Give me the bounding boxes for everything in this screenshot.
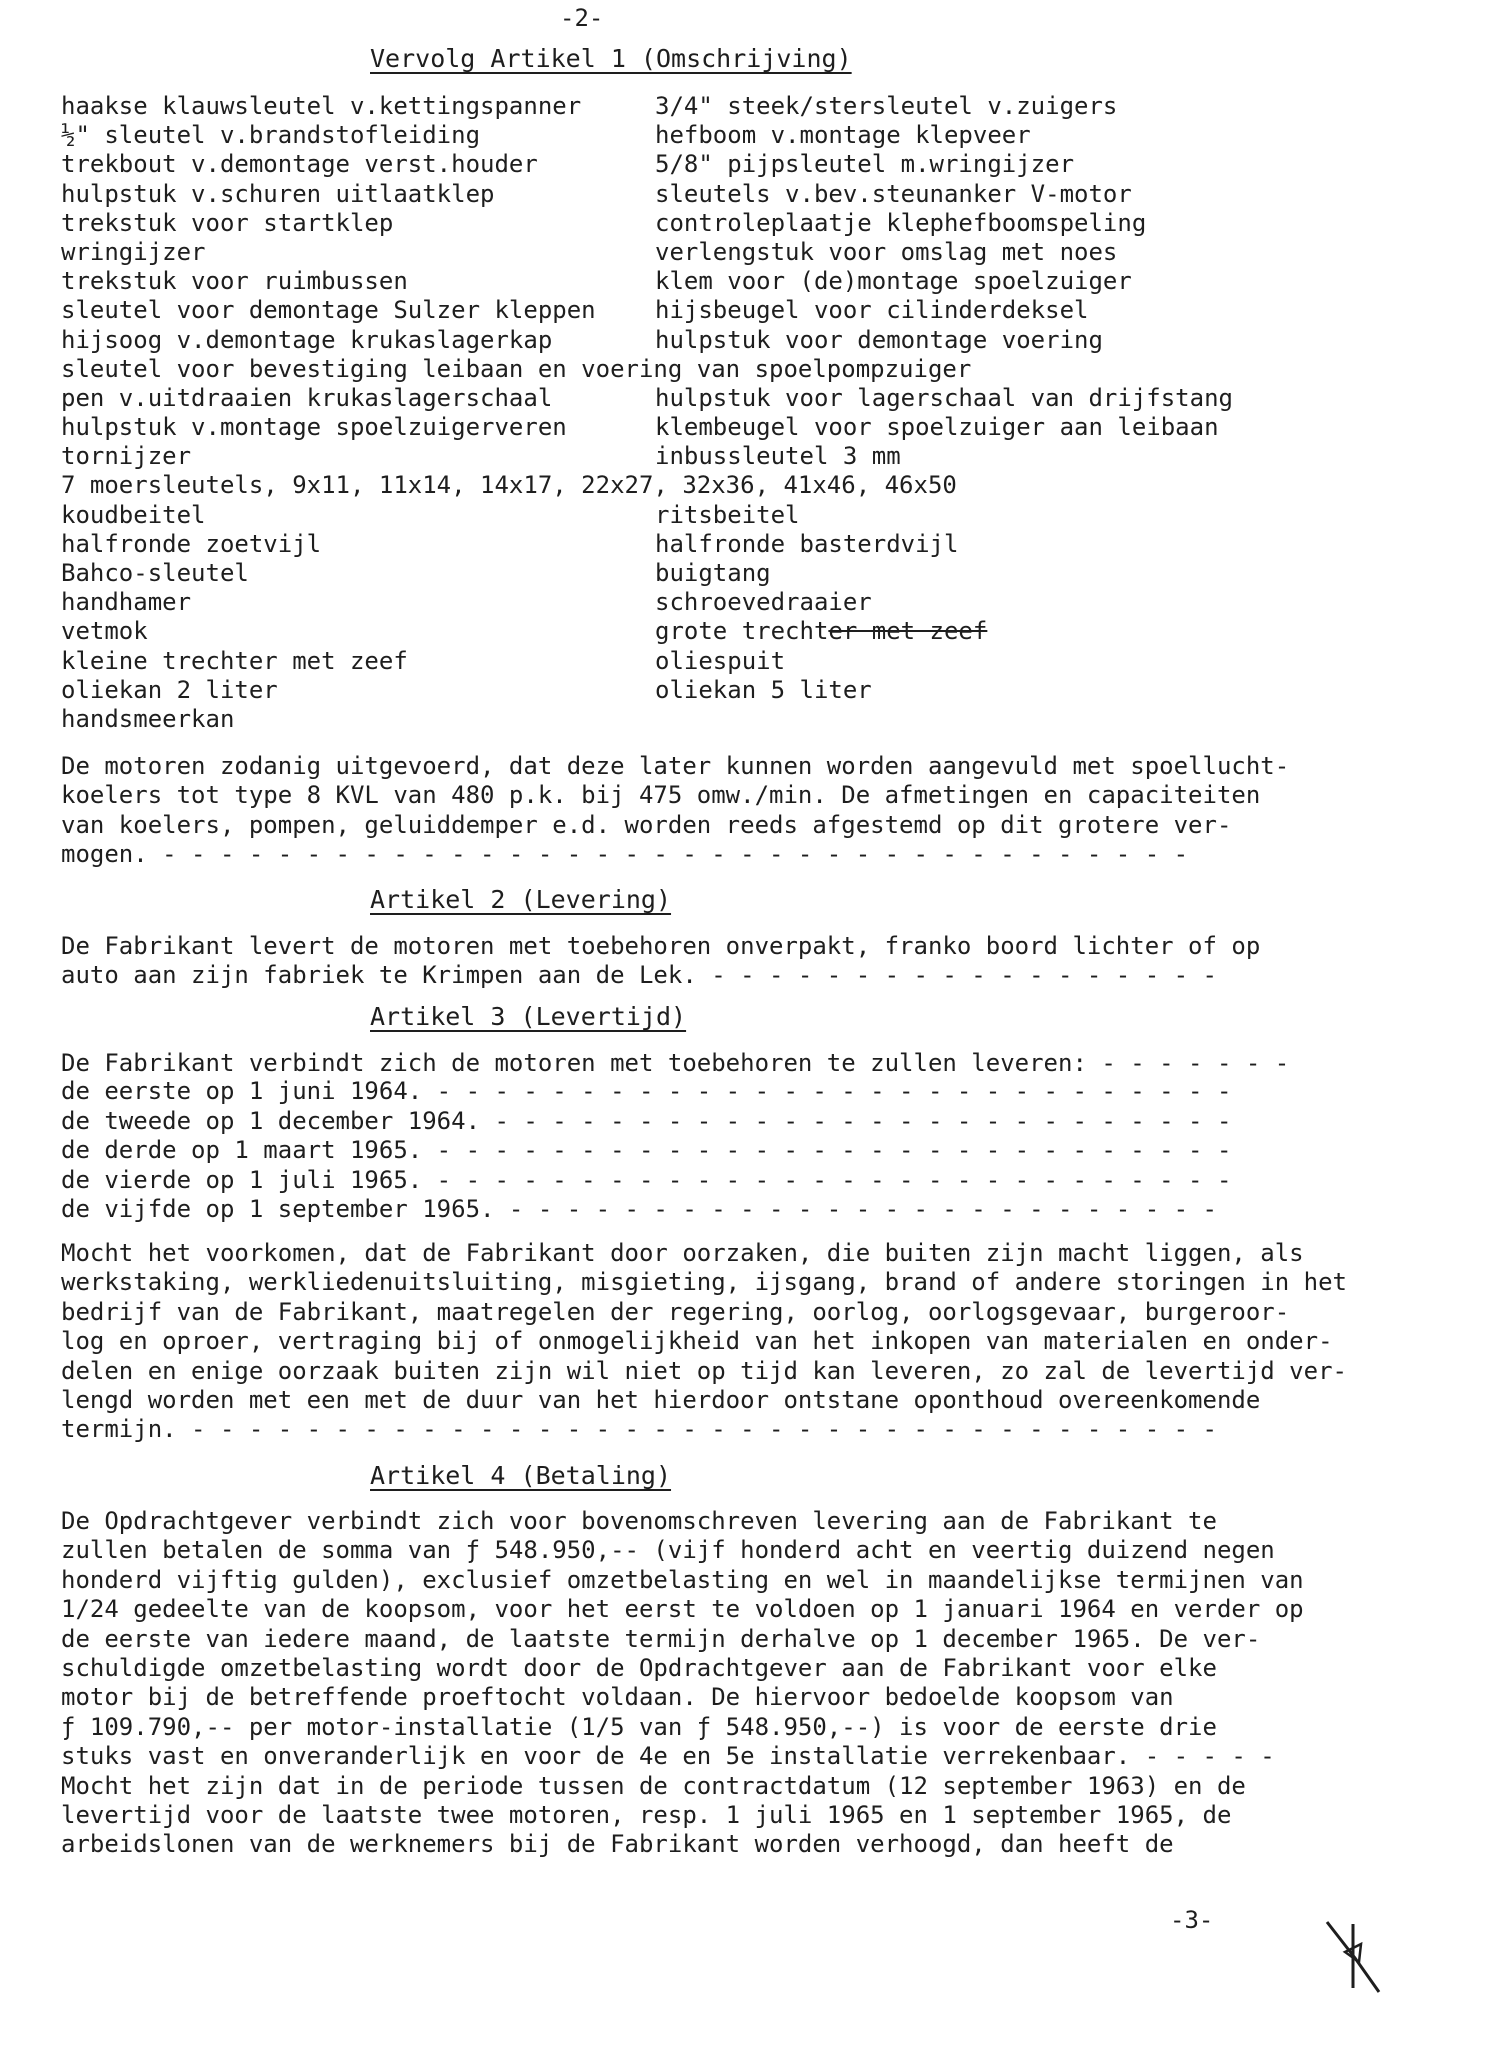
tool-left: Bahco-sleutel <box>61 559 249 587</box>
text-line: delen en enige oorzaak buiten zijn wil niet op tijd kan leveren, zo zal de levertijd ver- <box>61 1356 1347 1385</box>
paragraph-motoren <box>61 752 1391 870</box>
tool-row <box>61 676 1391 705</box>
tool-row <box>61 530 1391 559</box>
tool-right: verlengstuk voor omslag met noes <box>655 237 1118 266</box>
tool-right: inbussleutel 3 mm <box>655 442 901 471</box>
paragraph-levertijd-intro <box>61 1049 1391 1078</box>
text-line: ƒ 109.790,-- per motor-installatie (1/5 van ƒ 548.950,--) is voor de eerste drie <box>61 1712 1217 1741</box>
tool-row <box>61 413 1391 442</box>
tool-right: hijsbeugel voor cilinderdeksel <box>655 296 1089 325</box>
text-line: De Opdrachtgever verbindt zich voor bovenomschreven levering aan de Fabrikant te <box>61 1507 1217 1535</box>
tool-row <box>61 617 1391 646</box>
delivery-date: de tweede op 1 december 1964. - - - - - - - - - - - - - - - - - - - - - - - - - - <box>61 1106 1232 1135</box>
tool-right: hulpstuk voor lagerschaal van drijfstang <box>655 383 1233 412</box>
heading-artikel-3: Artikel 3 (Levertijd) <box>370 1002 687 1031</box>
tool-left: wringijzer <box>61 237 206 266</box>
text-line: Mocht het voorkomen, dat de Fabrikant door oorzaken, die buiten zijn macht liggen, als <box>61 1239 1304 1267</box>
text-line: bedrijf van de Fabrikant, maatregelen der regering, oorlog, oorlogsgevaar, burgeroor- <box>61 1297 1290 1326</box>
tool-row <box>61 588 1391 617</box>
text-line: termijn. - - - - - - - - - - - - - - - - - - - - - - - - - - - - - - - - - - - - <box>61 1415 1217 1444</box>
paragraph-levering <box>61 932 1391 991</box>
tool-left: hulpstuk v.montage spoelzuigerveren <box>61 413 567 442</box>
text-line: honderd vijftig gulden), exclusief omzetbelasting en wel in maandelijkse termijnen van <box>61 1565 1304 1594</box>
page-number-top: -2- <box>560 4 604 32</box>
text-line: de eerste van iedere maand, de laatste termijn derhalve op 1 december 1965. De ver- <box>61 1624 1261 1653</box>
tool-left: trekbout v.demontage verst.houder <box>61 150 538 179</box>
tool-right: hefboom v.montage klepveer <box>655 121 1031 150</box>
text-line: Mocht het zijn dat in de periode tussen de contractdatum (12 september 1963) en de <box>61 1771 1246 1800</box>
delivery-date: de vierde op 1 juli 1965. - - - - - - - - - - - - - - - - - - - - - - - - - - - - <box>61 1165 1232 1194</box>
tool-left: handsmeerkan <box>61 704 235 733</box>
text-line: koelers tot type 8 KVL van 480 p.k. bij 475 omw./min. De afmetingen en capaciteiten <box>61 781 1261 810</box>
struck-text: er met zeef <box>828 617 988 646</box>
heading-artikel-4: Artikel 4 (Betaling) <box>370 1461 672 1490</box>
tool-right: oliespuit <box>655 646 786 675</box>
tool-list <box>61 92 1391 734</box>
text-line: motor bij de betreffende proeftocht voldaan. De hiervoor bedoelde koopsom van <box>61 1683 1174 1712</box>
text-line: De motoren zodanig uitgevoerd, dat deze later kunnen worden aangevuld met spoellucht- <box>61 752 1290 780</box>
tool-row <box>61 559 1391 588</box>
tool-right: 3/4" steek/stersleutel v.zuigers <box>655 92 1118 120</box>
tool-row <box>61 705 1391 734</box>
tool-row <box>61 501 1391 530</box>
delivery-date: de derde op 1 maart 1965. - - - - - - - - - - - - - - - - - - - - - - - - - - - - <box>61 1136 1232 1165</box>
text-line: van koelers, pompen, geluiddemper e.d. worden reeds afgestemd op dit grotere ver- <box>61 810 1232 839</box>
tool-row <box>61 326 1391 355</box>
tool-row <box>61 92 1391 121</box>
tool-right: schroevedraaier <box>655 588 872 617</box>
tool-left: ½" sleutel v.brandstofleiding <box>61 121 481 150</box>
tool-left: trekstuk voor ruimbussen <box>61 267 408 296</box>
delivery-dates <box>61 1077 1391 1225</box>
tool-left: koudbeitel <box>61 500 206 529</box>
tool-left: trekstuk voor startklep <box>61 208 394 237</box>
delivery-date: de eerste op 1 juni 1964. - - - - - - - - - - - - - - - - - - - - - - - - - - - - <box>61 1077 1232 1105</box>
tool-right: klembeugel voor spoelzuiger aan leibaan <box>655 413 1219 442</box>
text-line: De Fabrikant verbindt zich de motoren met toebehoren te zullen leveren: - - - - - - - <box>61 1049 1290 1077</box>
tool-row <box>61 355 1391 384</box>
text-line: auto aan zijn fabriek te Krimpen aan de Lek. - - - - - - - - - - - - - - - - - - <box>61 961 1217 990</box>
tool-left: sleutel voor bevestiging leibaan en voering van spoelpompzuiger <box>61 354 972 383</box>
text-line: levertijd voor de laatste twee motoren, resp. 1 juli 1965 en 1 september 1965, de <box>61 1800 1232 1829</box>
tool-left: oliekan 2 liter <box>61 675 278 704</box>
text-line: schuldigde omzetbelasting wordt door de Opdrachtgever aan de Fabrikant voor elke <box>61 1653 1217 1682</box>
tool-left: halfronde zoetvijl <box>61 529 322 558</box>
tool-row <box>61 150 1391 179</box>
tool-row <box>61 238 1391 267</box>
tool-left: sleutel voor demontage Sulzer kleppen <box>61 296 596 325</box>
text-line: log en oproer, vertraging bij of onmogelijkheid van het inkopen van materialen en onder- <box>61 1327 1333 1356</box>
tool-left: kleine trechter met zeef <box>61 646 408 675</box>
tool-right: klem voor (de)montage spoelzuiger <box>655 267 1132 296</box>
text-line: mogen. - - - - - - - - - - - - - - - - - - - - - - - - - - - - - - - - - - - - <box>61 840 1189 869</box>
tool-right: buigtang <box>655 559 771 587</box>
tool-row <box>61 296 1391 325</box>
tool-left: 7 moersleutels, 9x11, 11x14, 14x17, 22x27, 32x36, 41x46, 46x50 <box>61 471 957 500</box>
initials-signature <box>1325 1918 1385 1998</box>
tool-row <box>61 647 1391 676</box>
tool-left: tornijzer <box>61 442 192 471</box>
text-line: werkstaking, werkliedenuitsluiting, misgieting, ijsgang, brand of andere storingen in het <box>61 1268 1347 1297</box>
text-line: zullen betalen de somma van ƒ 548.950,-- (vijf honderd acht en veertig duizend negen <box>61 1536 1275 1565</box>
heading-artikel-1: Vervolg Artikel 1 (Omschrijving) <box>370 44 852 73</box>
tool-left: hulpstuk v.schuren uitlaatklep <box>61 179 495 208</box>
tool-left: hijsoog v.demontage krukaslagerkap <box>61 325 553 354</box>
tool-row <box>61 121 1391 150</box>
paragraph-betaling <box>61 1507 1391 1860</box>
tool-row <box>61 209 1391 238</box>
tool-row <box>61 180 1391 209</box>
tool-row <box>61 384 1391 413</box>
heading-artikel-2: Artikel 2 (Levering) <box>370 885 672 914</box>
tool-right: ritsbeitel <box>655 500 800 529</box>
text-line: De Fabrikant levert de motoren met toebehoren onverpakt, franko boord lichter of op <box>61 932 1261 960</box>
tool-right: sleutels v.bev.steunanker V-motor <box>655 179 1132 208</box>
tool-right: oliekan 5 liter <box>655 675 872 704</box>
page-number-bottom: -3- <box>1170 1906 1214 1934</box>
tool-left: pen v.uitdraaien krukaslagerschaal <box>61 383 553 412</box>
text-line: lengd worden met een met de duur van het hierdoor ontstane oponthoud overeenkomende <box>61 1385 1261 1414</box>
tool-right: halfronde basterdvijl <box>655 529 959 558</box>
tool-right-struck: grote trechter met zeef <box>655 617 988 646</box>
tool-left: vetmok <box>61 617 148 646</box>
paragraph-overmacht <box>61 1239 1391 1445</box>
tool-left: haakse klauwsleutel v.kettingspanner <box>61 92 582 120</box>
tool-row <box>61 471 1391 500</box>
tool-row <box>61 267 1391 296</box>
tool-right: hulpstuk voor demontage voering <box>655 325 1103 354</box>
tool-left: handhamer <box>61 588 192 617</box>
tool-right: 5/8" pijpsleutel m.wringijzer <box>655 150 1075 179</box>
tool-right: controleplaatje klephefboomspeling <box>655 208 1147 237</box>
text-line: arbeidslonen van de werknemers bij de Fabrikant worden verhoogd, dan heeft de <box>61 1830 1174 1859</box>
delivery-date: de vijfde op 1 september 1965. - - - - - - - - - - - - - - - - - - - - - - - - - <box>61 1195 1217 1224</box>
text-line: 1/24 gedeelte van de koopsom, voor het eerst te voldoen op 1 januari 1964 en verder op <box>61 1595 1304 1624</box>
tool-row <box>61 442 1391 471</box>
text-line: stuks vast en onveranderlijk en voor de 4e en 5e installatie verrekenbaar. - - - - - <box>61 1742 1275 1771</box>
